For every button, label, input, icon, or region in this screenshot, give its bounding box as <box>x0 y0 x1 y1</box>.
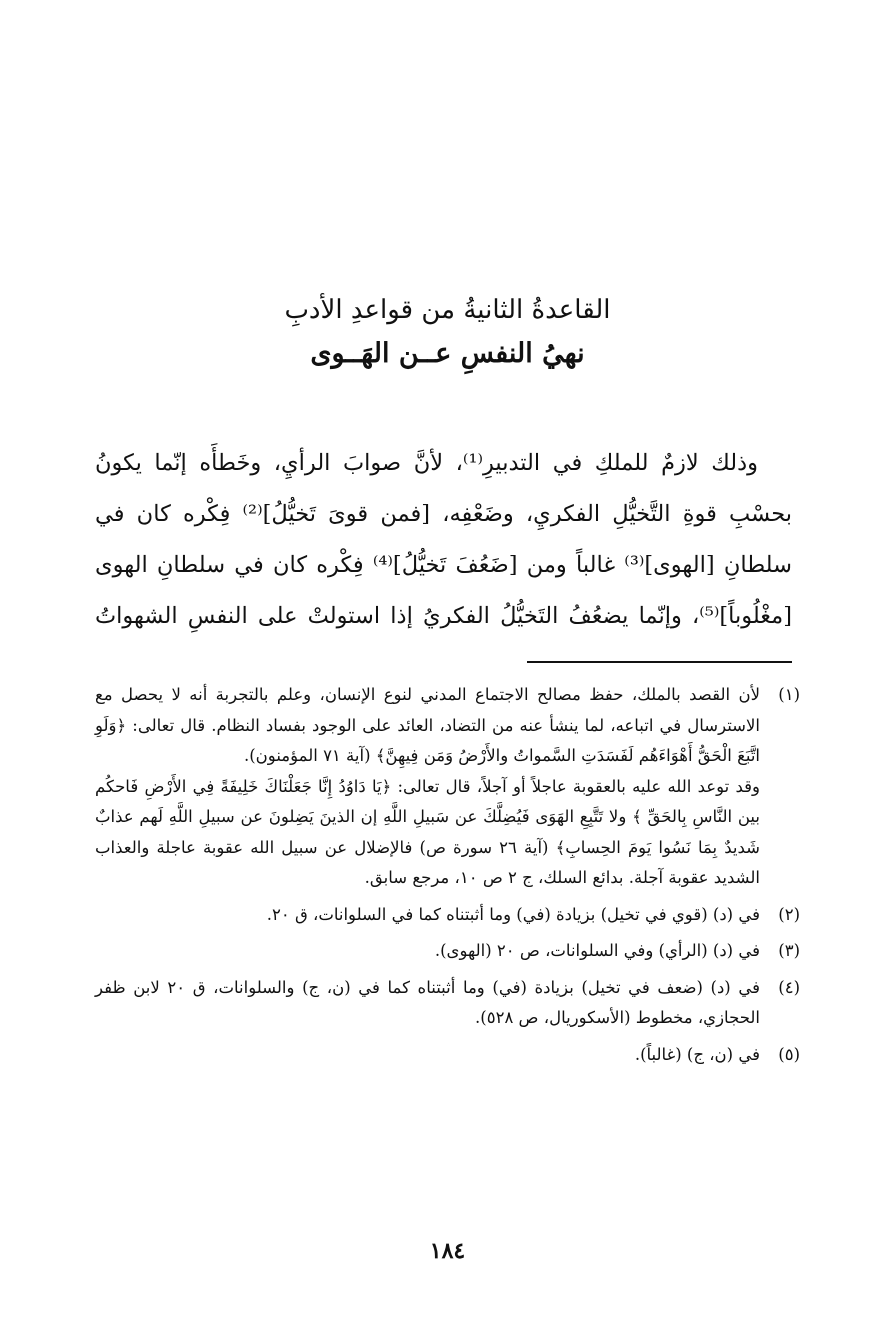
footnote-paragraph: في (د) (ضعف في تخيل) بزيادة (في) وما أثبتناه كما في (ن، ج) والسلوانات، ق ٢٠ لابن ظفر الحجازي، مخطوط (الأسكوريال، ص ٥٢٨). <box>95 977 760 1027</box>
page-number: ١٨٤ <box>429 1238 466 1264</box>
footnote-paragraph: في (د) (الرأي) وفي السلوانات، ص ٢٠ (الهوى). <box>434 941 760 960</box>
paragraph-line: [مغْلُوباً]⁽⁵⁾، وإنّما يضعُفُ التَخيُّلُ الفكريُ إذا استولتْ على النفسِ الشهواتُ <box>95 603 792 629</box>
footnotes <box>95 680 800 1076</box>
footnote-text <box>95 900 760 931</box>
footnote-4 <box>95 973 800 1034</box>
footnote-number: (١) <box>778 685 800 704</box>
footnote-number: (٥) <box>778 1044 800 1064</box>
footnote-1 <box>95 680 800 894</box>
footnote-5 <box>95 1040 800 1071</box>
footnote-text <box>95 1040 760 1071</box>
footnote-number: (٤) <box>778 977 800 997</box>
footnote-separator <box>527 661 792 663</box>
footnote-number: (٣) <box>778 941 800 960</box>
heading-line-1: القاعدةُ الثانيةُ من قواعدِ الأدبِ <box>284 295 611 325</box>
paragraph-line: سلطانِ [الهوى]⁽³⁾ غالباً ومن [ضَعُفَ تَخيُّلُ]⁽⁴⁾ فِكْره كان في سلطانِ الهوى <box>95 552 792 578</box>
footnote-2 <box>95 900 800 931</box>
footnote-number: (٢) <box>778 904 800 924</box>
footnote-text <box>95 680 760 894</box>
footnote-paragraph: في (ن، ج) (غالباً). <box>634 1044 760 1064</box>
footnote-text <box>95 973 760 1034</box>
footnote-paragraph: في (د) (قوي في تخيل) بزيادة (في) وما أثبتناه كما في السلوانات، ق ٢٠. <box>266 904 760 924</box>
chapter-heading <box>0 288 895 376</box>
main-paragraph <box>95 438 792 642</box>
paragraph-line: بحسْبِ قوةِ التَّخيُّلِ الفكريِ، وضَعْفِه، [فمن قوىَ تَخيُّلُ]⁽²⁾ فِكْره كان في <box>95 501 792 527</box>
paragraph-line: وذلك لازمٌ للملكِ في التدبيرِ⁽¹⁾، لأنَّ صوابَ الرأيِ، وخَطأَه إنّما يكونُ <box>95 450 758 476</box>
footnote-text <box>95 936 760 967</box>
footnote-3 <box>95 936 800 967</box>
footnote-paragraph: وقد توعد الله عليه بالعقوبة عاجلاً أو آجلاً، قال تعالى: ﴿يَا دَاوُدُ إِنَّا جَعَلْنَاكَ خَلِيفَةً فِي الأَرْضِ فَاحكُم بين النَّاسِ بِالحَقِّ ﴾ ولا تَتَّبِعِ الهَوَى فَيُضِلَّكَ عن سَبيلِ اللَّهِ إن الذينَ يَضِلونَ عن سبيلِ اللَّهِ لَهم عذابٌ شَديدٌ بِمَا نَسُوا يَومَ الحِسابِ﴾ (آية ٢٦ سورة ص) فالإضلال عن سبيل الله عقوبة عاجلة والعذاب الشديد عقوبة آجلة. بدائع السلك، ج ٢ ص ١٠، مرجع سابق. <box>95 776 760 887</box>
heading-line-2: نهيُ النفسِ عــن الهَــوى <box>310 338 585 369</box>
footnote-paragraph: لأن القصد بالملك، حفظ مصالح الاجتماع المدني لنوع الإنسان، وعلم بالتجربة أنه لا يحصل مع الاسترسال في اتباعه، لما ينشأ عنه من التضاد، العائد على الوجود بفساد النظام. قال تعالى: ﴿وَلَوِ اتَّبَعَ الْحَقُّ أَهْوَاءَهُم لَفَسَدَتِ السَّمواتُ والأَرْضُ وَمَن فِيهِنَّ﴾ (آية ٧١ المؤمنون). <box>95 685 760 765</box>
